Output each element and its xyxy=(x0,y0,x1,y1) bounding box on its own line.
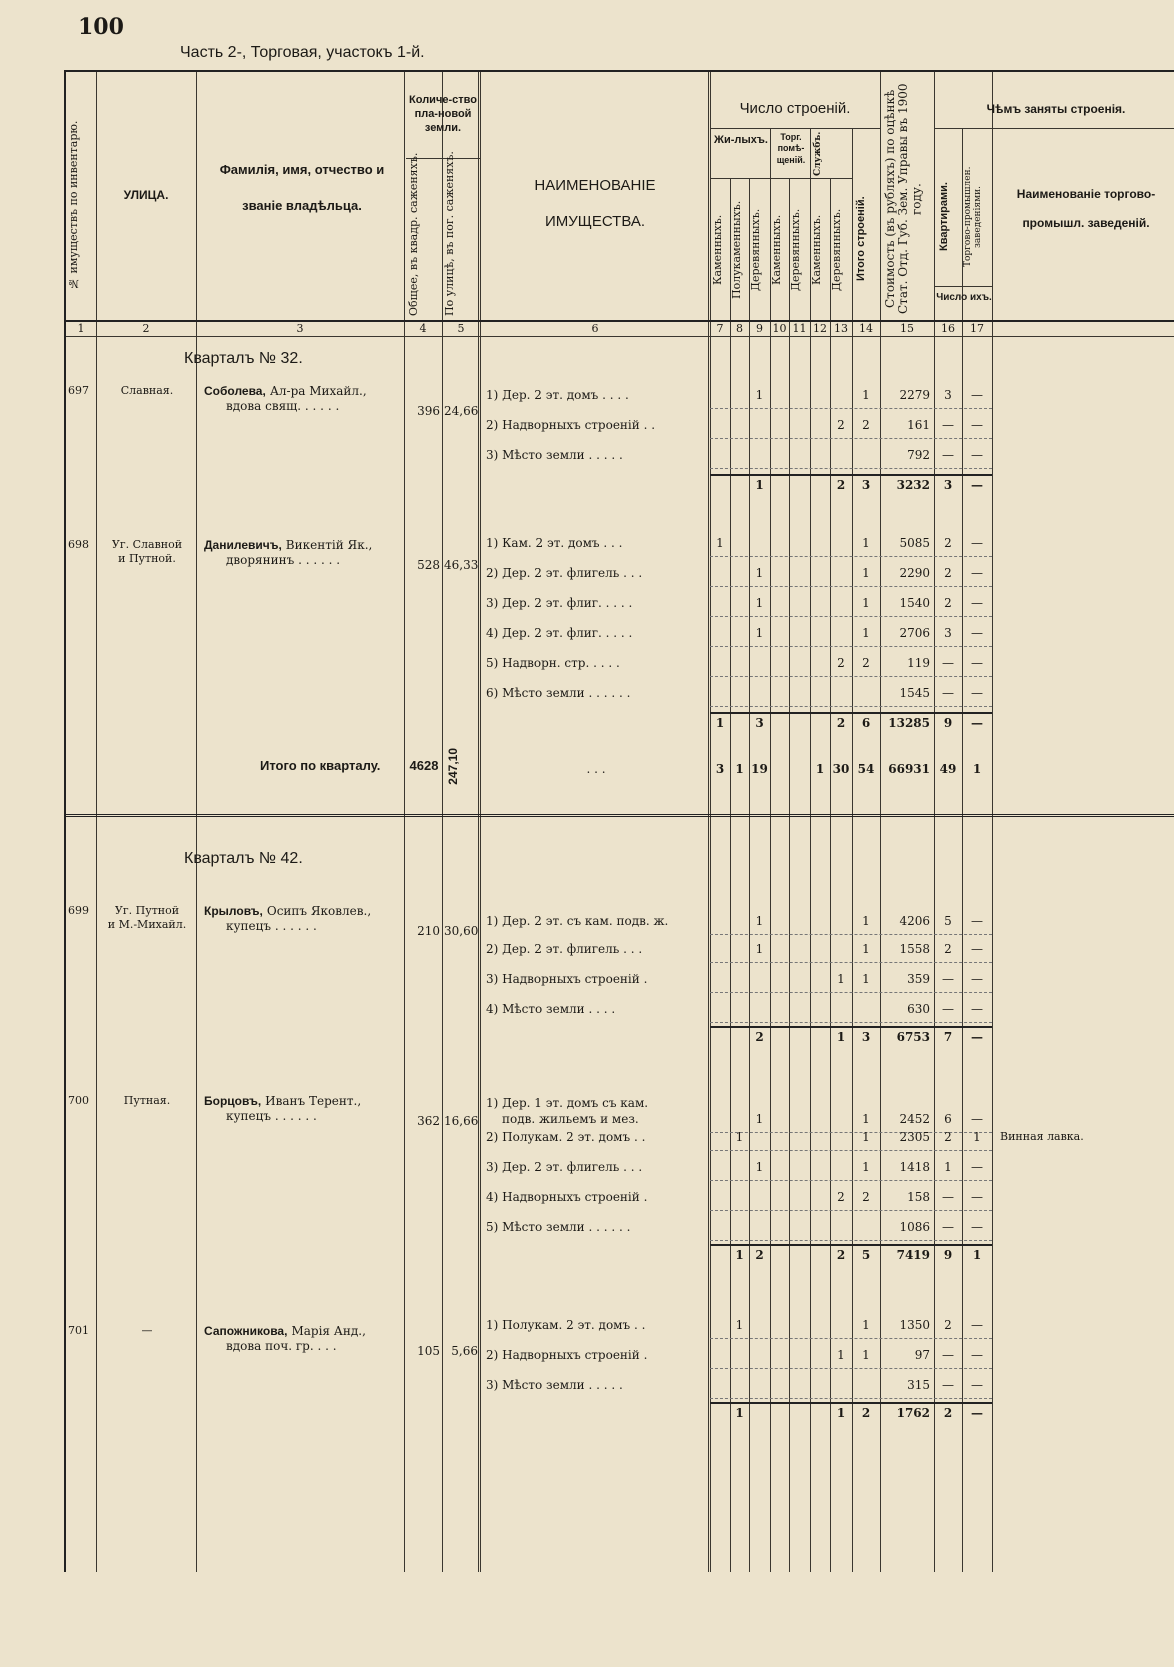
header-wooden-trade: Деревянныхъ. xyxy=(789,208,802,292)
column-number: 16 xyxy=(941,322,955,335)
value-col-15: 5085 xyxy=(899,536,930,550)
value-col-13: 1 xyxy=(836,1406,846,1420)
property-name: 1) Дер. 2 эт. домъ . . . . xyxy=(486,388,629,402)
street-frontage: 24,66 xyxy=(444,404,479,418)
land-area: 362 xyxy=(417,1114,440,1128)
value-col-7: 1 xyxy=(716,536,724,550)
value-col-17: — xyxy=(971,596,983,610)
row-rule xyxy=(710,1022,992,1023)
column-number: 7 xyxy=(716,322,724,335)
value-col-9: 1 xyxy=(755,626,764,640)
value-col-13: 2 xyxy=(837,1190,845,1204)
value-col-9: 1 xyxy=(755,596,764,610)
value-col-15: 2279 xyxy=(899,388,930,402)
land-area: 396 xyxy=(417,404,440,418)
quarter-total-col-12: 1 xyxy=(815,762,825,776)
owner-given-name: Осипъ Яковлев., xyxy=(266,904,372,918)
value-col-16: 9 xyxy=(943,716,953,730)
value-col-14: 1 xyxy=(862,942,870,956)
value-col-8: 1 xyxy=(735,1130,744,1144)
property-name: 4) Надворныхъ строеній . xyxy=(486,1190,648,1204)
value-col-13: 2 xyxy=(836,478,846,492)
property-name: 2) Надворныхъ строеній . . xyxy=(486,418,656,432)
row-rule xyxy=(710,1398,992,1399)
value-col-15: 1558 xyxy=(899,942,930,956)
quarter-total-col-17: 1 xyxy=(972,762,982,776)
property-name: 1) Дер. 2 эт. съ кам. подв. ж. xyxy=(486,914,669,928)
value-col-13: 2 xyxy=(837,418,845,432)
street-frontage: 30,60 xyxy=(444,924,479,938)
quarter-title: Кварталъ № 32. xyxy=(184,350,303,367)
property-name-line2: подв. жильемъ и мез. xyxy=(502,1112,639,1126)
column-number: 12 xyxy=(813,322,827,335)
value-col-17: — xyxy=(971,626,983,640)
property-name: 2) Дер. 2 эт. флигель . . . xyxy=(486,566,643,580)
value-col-15: 6753 xyxy=(896,1030,930,1044)
header-owner: Фамилія, имя, отчество и званіе владѣльца. xyxy=(219,162,385,214)
header-land-street: По улицѣ, въ пог. саженяхъ. xyxy=(443,151,456,316)
value-col-14: 2 xyxy=(861,1406,871,1420)
value-col-15: 3232 xyxy=(896,478,930,492)
value-col-17: — xyxy=(971,418,983,432)
land-area: 528 xyxy=(417,558,440,572)
property-name: 5) Мѣсто земли . . . . . . xyxy=(486,1220,631,1234)
value-col-17: — xyxy=(971,1378,983,1392)
value-col-16: 3 xyxy=(944,626,952,640)
value-col-15: 119 xyxy=(907,656,930,670)
value-col-14: 1 xyxy=(862,566,870,580)
value-col-17: — xyxy=(971,1220,983,1234)
subtotal-rule xyxy=(710,1026,992,1028)
value-col-16: — xyxy=(942,686,954,700)
value-col-16: 2 xyxy=(944,536,952,550)
header-land-total: Общее, въ квадр. саженяхъ. xyxy=(407,152,420,316)
value-col-9: 3 xyxy=(755,716,764,730)
header-wooden-res: Деревянныхъ. xyxy=(749,208,762,292)
value-col-17: — xyxy=(971,1112,983,1126)
value-col-16: 3 xyxy=(944,388,952,402)
value-col-16: — xyxy=(942,972,954,986)
value-col-9: 1 xyxy=(755,1160,764,1174)
header-trade-est: Торгово-промышлен. заведеніями. xyxy=(963,166,983,268)
value-col-7: 1 xyxy=(715,716,725,730)
inventory-no: 697 xyxy=(68,384,89,397)
value-col-9: 1 xyxy=(755,478,764,492)
quarter-total-col-9: 19 xyxy=(751,762,768,776)
value-col-17: — xyxy=(971,1406,983,1420)
street-frontage: 5,66 xyxy=(451,1344,478,1358)
quarter-total-col-15: 66931 xyxy=(888,762,930,776)
row-rule xyxy=(710,1150,992,1151)
value-col-17: — xyxy=(971,716,983,730)
header-trade: Торг. помѣ-щеній. xyxy=(776,132,806,165)
value-col-15: 315 xyxy=(907,1378,930,1392)
value-col-14: 1 xyxy=(862,1130,870,1144)
quarter-total-col-16: 49 xyxy=(939,762,957,776)
value-col-13: 1 xyxy=(837,1348,845,1362)
property-name: 1) Полукам. 2 эт. домъ . . xyxy=(486,1318,646,1332)
value-col-15: 1086 xyxy=(899,1220,930,1234)
value-col-17: — xyxy=(971,1348,983,1362)
row-rule xyxy=(710,586,992,587)
value-col-15: 161 xyxy=(907,418,930,432)
row-rule xyxy=(710,706,992,707)
value-col-14: 2 xyxy=(862,418,870,432)
value-col-16: 2 xyxy=(944,942,952,956)
inventory-no: 701 xyxy=(68,1324,89,1337)
value-col-16: 2 xyxy=(944,566,952,580)
owner-surname: Сапожникова, xyxy=(204,1324,288,1338)
row-rule xyxy=(710,408,992,409)
quarter-total-label: Итого по кварталу. xyxy=(260,758,381,773)
value-col-15: 158 xyxy=(907,1190,930,1204)
owner-given-name: Викентій Як., xyxy=(285,538,373,552)
owner-surname: Соболева, xyxy=(204,384,266,398)
subtotal-rule xyxy=(710,1244,992,1246)
subtotal-rule xyxy=(710,474,992,476)
value-col-15: 792 xyxy=(907,448,930,462)
value-col-16: 5 xyxy=(944,914,952,928)
value-col-15: 1762 xyxy=(896,1406,930,1420)
value-col-15: 1540 xyxy=(899,596,930,610)
value-col-15: 2290 xyxy=(899,566,930,580)
owner-given-name: Ал-ра Михайл., xyxy=(269,384,367,398)
property-name: 1) Кам. 2 эт. домъ . . . xyxy=(486,536,623,550)
value-col-14: 1 xyxy=(862,596,870,610)
column-number: 10 xyxy=(772,322,787,335)
value-col-15: 2706 xyxy=(899,626,930,640)
row-rule xyxy=(710,468,992,469)
street-frontage: 16,66 xyxy=(444,1114,479,1128)
value-col-16: 9 xyxy=(943,1248,953,1262)
row-rule xyxy=(710,616,992,617)
quarter-title: Кварталъ № 42. xyxy=(184,850,303,867)
value-col-9: 1 xyxy=(755,942,764,956)
value-col-16: 1 xyxy=(944,1160,952,1174)
row-rule xyxy=(710,438,992,439)
value-col-16: 2 xyxy=(944,596,952,610)
header-est-name: Наименованіе торгово-промышл. заведеній. xyxy=(1016,187,1156,230)
column-number: 2 xyxy=(142,322,150,335)
value-col-14: 3 xyxy=(861,478,871,492)
property-name: 2) Надворныхъ строеній . xyxy=(486,1348,648,1362)
value-col-15: 1418 xyxy=(899,1160,930,1174)
header-count: Число ихъ. xyxy=(936,292,992,303)
header-stone-trade: Каменныхъ. xyxy=(770,214,783,286)
property-name: 3) Дер. 2 эт. флигель . . . xyxy=(486,1160,643,1174)
property-name: 5) Надворн. стр. . . . . xyxy=(486,656,620,670)
value-col-17: — xyxy=(971,686,983,700)
value-col-9: 1 xyxy=(755,388,764,402)
establishment-name: Винная лавка. xyxy=(1000,1130,1084,1143)
value-col-15: 7419 xyxy=(896,1248,930,1262)
subtotal-rule xyxy=(710,712,992,714)
page-number: 100 xyxy=(78,14,124,40)
page-header: Часть 2-, Торговая, участокъ 1-й. xyxy=(180,44,425,61)
value-col-15: 630 xyxy=(907,1002,930,1016)
column-number: 15 xyxy=(900,322,914,335)
row-rule xyxy=(710,1368,992,1369)
property-name: 2) Полукам. 2 эт. домъ . . xyxy=(486,1130,646,1144)
value-col-9: 1 xyxy=(755,566,764,580)
owner-given-name: Иванъ Терент., xyxy=(265,1094,362,1108)
street-line2: и М.-Михайл. xyxy=(107,918,187,931)
value-col-14: 1 xyxy=(862,536,870,550)
row-rule xyxy=(710,1338,992,1339)
header-wooden-service: Деревянныхъ. xyxy=(830,208,843,292)
value-col-16: — xyxy=(942,1002,954,1016)
header-stone-service: Каменныхъ. xyxy=(810,214,823,286)
column-number: 17 xyxy=(970,322,984,335)
property-name: 1) Дер. 1 эт. домъ съ кам. xyxy=(486,1096,649,1110)
property-name: 3) Надворныхъ строеній . xyxy=(486,972,648,986)
column-number: 4 xyxy=(419,322,427,335)
value-col-14: 1 xyxy=(862,972,870,986)
value-col-15: 2305 xyxy=(899,1130,930,1144)
value-col-15: 1545 xyxy=(899,686,930,700)
value-col-15: 2452 xyxy=(899,1112,930,1126)
header-residential: Жи-лыхъ. xyxy=(714,134,768,146)
value-col-16: 2 xyxy=(944,1130,952,1144)
column-number: 11 xyxy=(792,322,807,335)
owner-surname: Крыловъ, xyxy=(204,904,263,918)
header-occupied: Чѣмъ заняты строенія. xyxy=(986,102,1126,116)
subtotal-rule xyxy=(710,1402,992,1404)
value-col-16: — xyxy=(942,448,954,462)
property-name: 4) Дер. 2 эт. флиг. . . . . xyxy=(486,626,633,640)
owner-surname: Данилевичъ, xyxy=(204,538,282,552)
value-col-17: — xyxy=(971,972,983,986)
street-frontage: 46,33 xyxy=(444,558,479,572)
owner-name xyxy=(204,538,372,552)
row-rule xyxy=(710,962,992,963)
value-col-17: — xyxy=(971,914,983,928)
value-col-14: 1 xyxy=(862,388,870,402)
owner-name xyxy=(204,1094,361,1108)
column-number: 9 xyxy=(756,322,763,335)
value-col-8: 1 xyxy=(735,1248,744,1262)
value-col-16: 7 xyxy=(943,1030,953,1044)
owner-status: дворянинъ . . . . . . xyxy=(226,553,341,567)
value-col-14: 1 xyxy=(862,1348,870,1362)
row-rule xyxy=(710,934,992,935)
value-col-8: 1 xyxy=(735,1406,744,1420)
column-number: 13 xyxy=(834,322,848,335)
column-number: 14 xyxy=(859,322,873,335)
value-col-17: — xyxy=(971,566,983,580)
value-col-15: 4206 xyxy=(899,914,930,928)
quarter-total-front: 247,10 xyxy=(446,748,460,785)
header-apartments: Квартирами. xyxy=(938,182,950,252)
value-col-17: — xyxy=(971,1030,983,1044)
value-col-9: 1 xyxy=(755,914,764,928)
property-name: 2) Дер. 2 эт. флигель . . . xyxy=(486,942,643,956)
value-col-16: — xyxy=(942,656,954,670)
header-stone-res: Каменныхъ. xyxy=(711,214,724,286)
value-col-16: — xyxy=(942,1378,954,1392)
column-number: 8 xyxy=(736,322,743,335)
owner-status: купецъ . . . . . . xyxy=(226,1109,317,1123)
header-total-buildings: Итого строеній. xyxy=(855,196,867,282)
column-number: 5 xyxy=(457,322,465,335)
value-col-16: 2 xyxy=(943,1406,953,1420)
inventory-no: 698 xyxy=(68,538,89,551)
inventory-no: 699 xyxy=(68,904,89,917)
value-col-14: 1 xyxy=(862,626,870,640)
value-col-14: 5 xyxy=(861,1248,871,1262)
row-rule xyxy=(710,1240,992,1241)
header-service: Службъ. xyxy=(813,131,823,176)
value-col-15: 13285 xyxy=(888,716,930,730)
street: Уг. Путной xyxy=(114,904,180,917)
value-col-13: 2 xyxy=(836,716,846,730)
row-rule xyxy=(710,646,992,647)
value-col-14: 1 xyxy=(862,1160,870,1174)
owner-status: вдова поч. гр. . . . xyxy=(226,1339,337,1353)
value-col-14: 6 xyxy=(861,716,871,730)
owner-status: вдова свящ. . . . . . xyxy=(226,399,340,413)
quarter-total-col-7: 3 xyxy=(715,762,725,776)
owner-given-name: Марія Анд., xyxy=(291,1324,366,1338)
column-number: 3 xyxy=(296,322,304,335)
street: Путная. xyxy=(123,1094,171,1107)
inventory-table xyxy=(64,70,1174,1572)
value-col-15: 97 xyxy=(914,1348,930,1362)
value-col-16: 2 xyxy=(944,1318,952,1332)
value-col-14: 3 xyxy=(861,1030,871,1044)
row-rule xyxy=(710,1180,992,1181)
header-inventory-no: № имуществъ по инвентарю. xyxy=(67,120,80,290)
value-col-17: — xyxy=(971,1002,983,1016)
header-land: Количе-ство пла-новой земли. xyxy=(409,94,477,134)
value-col-17: — xyxy=(971,656,983,670)
property-name: 4) Мѣсто земли . . . . xyxy=(486,1002,616,1016)
value-col-8: 1 xyxy=(735,1318,744,1332)
street: — xyxy=(141,1324,153,1337)
land-area: 210 xyxy=(417,924,440,938)
owner-name xyxy=(204,384,367,398)
value-col-17: — xyxy=(971,1318,983,1332)
value-col-17: — xyxy=(971,478,983,492)
value-col-9: 2 xyxy=(755,1030,764,1044)
street-line2: и Путной. xyxy=(118,552,176,565)
street: Уг. Славной xyxy=(111,538,183,551)
value-col-16: — xyxy=(942,418,954,432)
header-value: Стоимость (въ рубляхъ) по оцѣнкѣ Стат. Отд. Губ. Зем. Управы въ 1900 году. xyxy=(883,83,924,315)
value-col-16: — xyxy=(942,1348,954,1362)
value-col-17: — xyxy=(971,388,983,402)
value-col-9: 1 xyxy=(755,1112,764,1126)
column-number: 1 xyxy=(77,322,85,335)
quarter-total-col-14: 54 xyxy=(857,762,875,776)
owner-name xyxy=(204,904,371,918)
value-col-13: 1 xyxy=(837,972,845,986)
quarter-total-dots: . . . xyxy=(586,762,606,776)
value-col-17: 1 xyxy=(973,1130,981,1144)
value-col-15: 359 xyxy=(907,972,930,986)
value-col-13: 1 xyxy=(836,1030,846,1044)
property-name: 3) Мѣсто земли . . . . . xyxy=(486,1378,623,1392)
header-street: УЛИЦА. xyxy=(123,188,169,202)
value-col-17: — xyxy=(971,1190,983,1204)
row-rule xyxy=(710,1210,992,1211)
owner-name xyxy=(204,1324,366,1338)
column-number: 6 xyxy=(591,322,599,335)
value-col-16: 3 xyxy=(943,478,953,492)
header-semi-stone: Полукаменныхъ. xyxy=(730,200,743,300)
owner-status: купецъ . . . . . . xyxy=(226,919,317,933)
property-name: 3) Мѣсто земли . . . . . xyxy=(486,448,623,462)
quarter-total-col-13: 30 xyxy=(832,762,850,776)
value-col-16: 6 xyxy=(944,1112,952,1126)
value-col-15: 1350 xyxy=(899,1318,930,1332)
value-col-14: 1 xyxy=(862,1318,870,1332)
row-rule xyxy=(710,676,992,677)
property-name: 3) Дер. 2 эт. флиг. . . . . xyxy=(486,596,633,610)
value-col-13: 2 xyxy=(836,1248,846,1262)
value-col-14: 1 xyxy=(862,1112,870,1126)
inventory-no: 700 xyxy=(68,1094,89,1107)
owner-surname: Борцовъ, xyxy=(204,1094,262,1108)
value-col-17: — xyxy=(971,942,983,956)
value-col-17: — xyxy=(971,536,983,550)
value-col-17: 1 xyxy=(972,1248,982,1262)
value-col-13: 2 xyxy=(837,656,845,670)
value-col-9: 2 xyxy=(755,1248,764,1262)
header-buildings: Число строеній. xyxy=(739,100,851,117)
header-property: НАИМЕНОВАНІЕ ИМУЩЕСТВА. xyxy=(534,177,656,230)
value-col-17: — xyxy=(971,1160,983,1174)
land-area: 105 xyxy=(417,1344,440,1358)
property-name: 6) Мѣсто земли . . . . . . xyxy=(486,686,631,700)
quarter-total-land: 4628 xyxy=(409,758,439,773)
value-col-16: — xyxy=(942,1190,954,1204)
value-col-16: — xyxy=(942,1220,954,1234)
quarter-total-col-8: 1 xyxy=(735,762,744,776)
row-rule xyxy=(710,556,992,557)
value-col-17: — xyxy=(971,448,983,462)
street: Славная. xyxy=(120,384,174,397)
value-col-14: 1 xyxy=(862,914,870,928)
value-col-14: 2 xyxy=(862,656,870,670)
value-col-14: 2 xyxy=(862,1190,870,1204)
row-rule xyxy=(710,992,992,993)
